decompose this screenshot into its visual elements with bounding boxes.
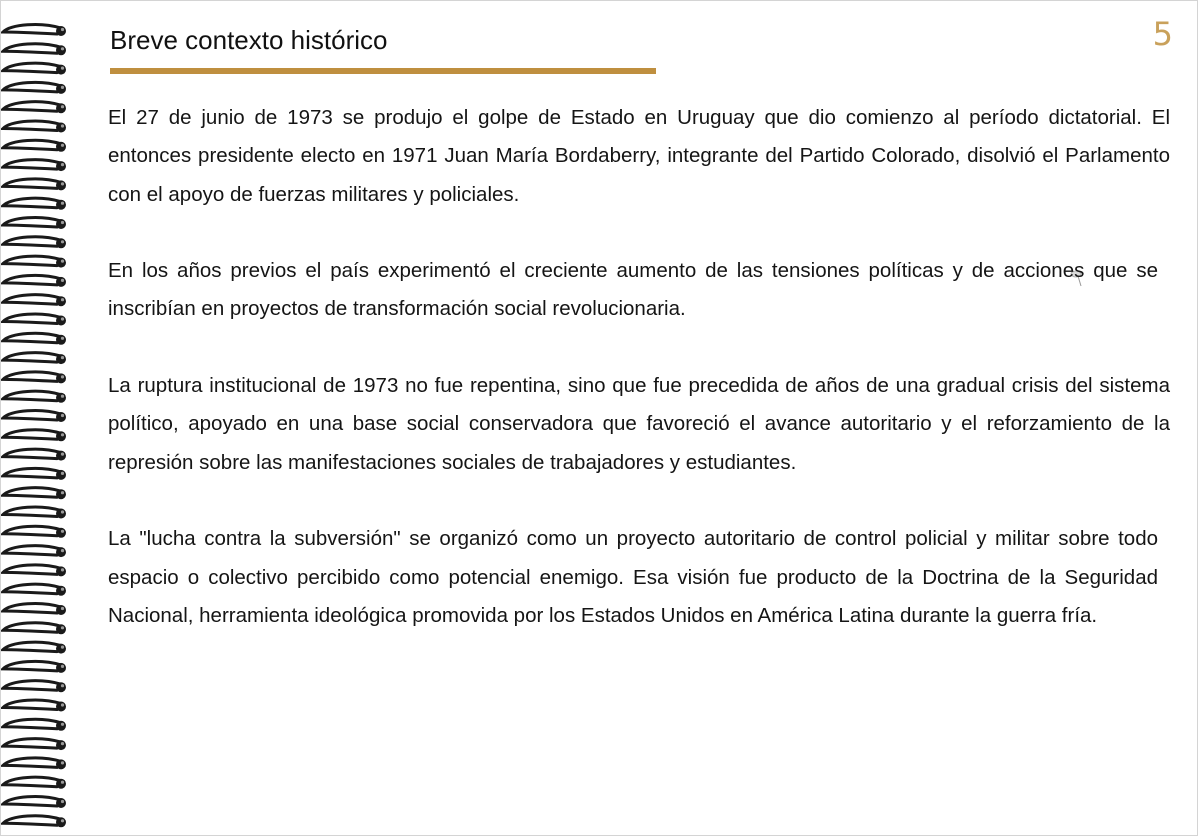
spiral-ring: [3, 275, 66, 286]
title-underline: [110, 68, 656, 74]
spiral-ring: [3, 295, 66, 306]
spiral-ring: [3, 102, 66, 113]
spiral-ring: [3, 82, 66, 93]
page-title: Breve contexto histórico: [110, 25, 388, 55]
spiral-ring: [3, 700, 66, 711]
spiral-ring: [3, 25, 66, 36]
spiral-ring: [3, 719, 66, 730]
spiral-ring: [3, 565, 66, 576]
spiral-ring: [3, 546, 66, 557]
spiral-ring: [3, 63, 66, 74]
spiral-ring: [3, 314, 66, 325]
spiral-ring: [3, 797, 66, 808]
spiral-ring: [3, 758, 66, 769]
spiral-ring: [3, 661, 66, 672]
spiral-ring: [3, 584, 66, 595]
spiral-ring: [3, 179, 66, 190]
spiral-ring: [3, 256, 66, 267]
paragraph-3: La ruptura institucional de 1973 no fue repentina, sino que fue precedida de años de una gradual crisis del sistema político, apoyado en una base social conservadora que favoreció el avance autoritario y el reforzamiento de la represión sobre las manifestaciones sociales de trabajadores y estudiantes.: [108, 374, 1170, 474]
paragraph-4: La "lucha contra la subversión" se organizó como un proyecto autoritario de control policial y militar sobre todo espacio o colectivo percibido como potencial enemigo. Esa visión fue producto de la Doctrina de la Seguridad Nacional, herramienta ideológica promovida por los Estados Unidos en América Latina durante la guerra fría.: [108, 527, 1158, 627]
spiral-ring: [3, 372, 66, 383]
spiral-ring: [3, 816, 66, 827]
spiral-ring: [3, 411, 66, 422]
text-body: [108, 99, 1170, 673]
spiral-ring: [3, 642, 66, 653]
spiral-ring: [3, 468, 66, 479]
spiral-ring: [3, 526, 66, 537]
spiral-ring: [3, 430, 66, 441]
spiral-ring: [3, 140, 66, 151]
spiral-ring: [3, 218, 66, 229]
spiral-ring: [3, 353, 66, 364]
spiral-ring: [3, 333, 66, 344]
spiral-ring: [3, 507, 66, 518]
spiral-ring: [3, 121, 66, 132]
spiral-ring: [3, 681, 66, 692]
spiral-ring: [3, 449, 66, 460]
spiral-ring: [3, 739, 66, 750]
paragraph-2: En los años previos el país experimentó el creciente aumento de las tensiones políticas y de acciones que se inscribían en proyectos de transformación social revolucionaria.: [108, 259, 1158, 321]
spiral-ring: [3, 777, 66, 788]
paragraph-1: El 27 de junio de 1973 se produjo el golpe de Estado en Uruguay que dio comienzo al período dictatorial. El entonces presidente electo en 1971 Juan María Bordaberry, integrante del Partido Colorado, disolvió el Parlamento con el apoyo de fuerzas militares y policiales.: [108, 106, 1170, 206]
spiral-ring: [3, 198, 66, 209]
spiral-ring: [3, 44, 66, 55]
spiral-ring: [3, 160, 66, 171]
spiral-ring: [3, 488, 66, 499]
spiral-ring: [3, 391, 66, 402]
spiral-binding-icon: [1, 1, 81, 835]
page-number: 5: [1152, 15, 1173, 53]
spiral-ring: [3, 623, 66, 634]
spiral-ring: [3, 237, 66, 248]
spiral-ring: [3, 604, 66, 615]
